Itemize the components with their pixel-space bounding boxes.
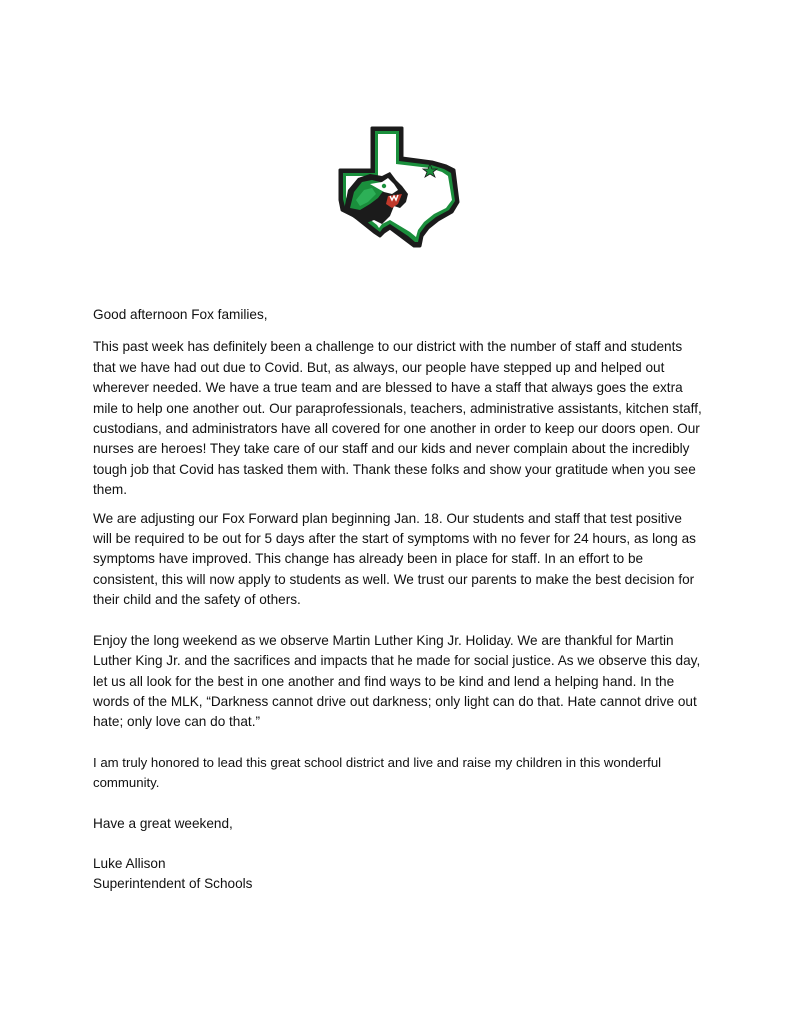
paragraph-fox-forward: We are adjusting our Fox Forward plan beginning Jan. 18. Our students and staff that test positive will be required to be out for 5 days after the start of symptoms with no fever for 24 hours, as long as symptoms have improved. This change has already been in place for staff. In an effort to be consistent, this will now apply to students as well. We trust our parents to make the best decision for their child and the safety of others. bbox=[93, 510, 696, 608]
signature-block bbox=[93, 854, 703, 895]
signature-title: Superintendent of Schools bbox=[93, 876, 253, 892]
signature-name: Luke Allison bbox=[93, 855, 166, 871]
letter-body bbox=[93, 305, 703, 895]
paragraph-mlk: Enjoy the long weekend as we observe Martin Luther King Jr. Holiday. We are thankful for Martin Luther King Jr. and the sacrifices and impacts that he made for social justice. As we observe this day, let us all look for the best in one another and find ways to be kind and lend a helping hand. In the words of the MLK, “Darkness cannot drive out darkness; only light can do that. Hate cannot drive out hate; only love can do that.” bbox=[93, 632, 701, 730]
paragraph-covid-thanks: This past week has definitely been a challenge to our district with the number of staff and students that we have had out due to Covid. But, as always, our people have stepped up and helped out wherever needed. We have a true team and are blessed to have a staff that always goes the extra mile to help one another out. Our paraprofessionals, teachers, administrative assistants, kitchen staff, custodians, and administrators have all covered for one another in order to keep our doors open. Our nurses are heroes! They take care of our staff and our kids and never complain about the incredibly tough job that Covid has tasked them with. Thank these folks and show your gratitude when you see them. bbox=[93, 339, 702, 498]
greeting: Good afternoon Fox families, bbox=[93, 307, 268, 322]
closing: Have a great weekend, bbox=[93, 815, 233, 831]
texas-wolf-logo-icon bbox=[336, 124, 460, 250]
district-logo bbox=[336, 124, 460, 250]
paragraph-honored: I am truly honored to lead this great school district and live and raise my children in this wonderful community. bbox=[93, 754, 662, 791]
